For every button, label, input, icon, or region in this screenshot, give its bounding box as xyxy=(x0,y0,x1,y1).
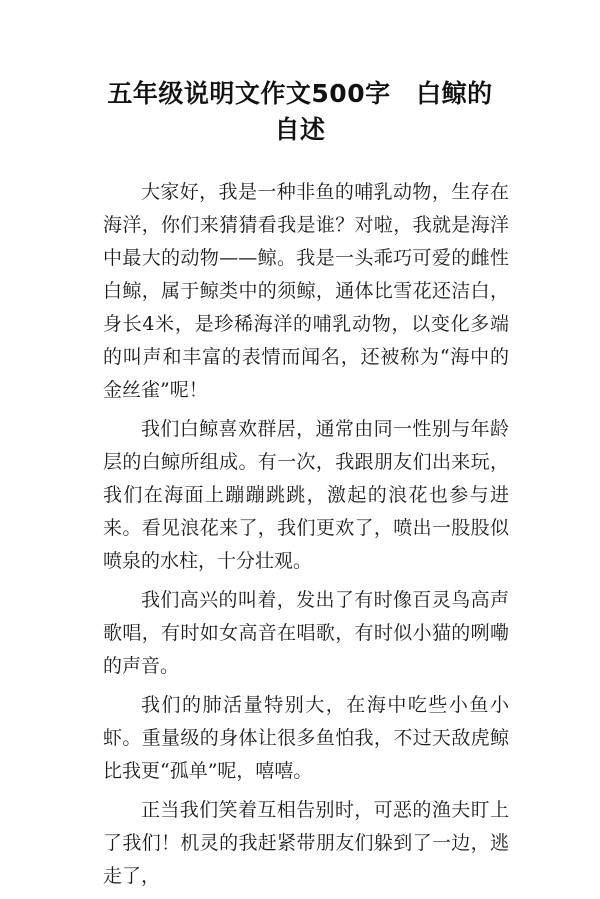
paragraph-3: 我们高兴的叫着，发出了有时像百灵鸟高声歌唱，有时如女高音在唱歌，有时似小猫的咧嘞的声音。 xyxy=(103,589,509,677)
document-title: 五年级说明文作文500字 白鲸的自述 xyxy=(107,79,493,144)
paragraph-1: 大家好，我是一种非鱼的哺乳动物，生存在海洋，你们来猜猜看我是谁？对啦，我就是海洋中最大的动物——鲸。我是一头乖巧可爱的雌性白鲸，属于鲸类中的须鲸，通体比雪花还洁白，身长4米，是珍稀海洋的哺乳动物，以变化多端的叫声和丰富的表情而闻名，还被称为“海中的金丝雀”呢！ xyxy=(103,181,509,401)
document-body xyxy=(103,176,509,899)
paragraph-2: 我们白鲸喜欢群居，通常由同一性别与年龄层的白鲸所组成。有一次，我跟朋友们出来玩，我们在海面上蹦蹦跳跳，激起的浪花也参与进来。看见浪花来了，我们更欢了，喷出一股股似喷泉的水柱，十分壮观。 xyxy=(103,418,509,572)
paragraph-5: 正当我们笑着互相告别时，可恶的渔夫盯上了我们！机灵的我赶紧带朋友们躲到了一边，逃走了， xyxy=(103,799,509,887)
paragraph-4: 我们的肺活量特别大，在海中吃些小鱼小虾。重量级的身体让很多鱼怕我，不过天敌虎鲸比我更“孤单”呢，嘻嘻。 xyxy=(103,694,509,782)
